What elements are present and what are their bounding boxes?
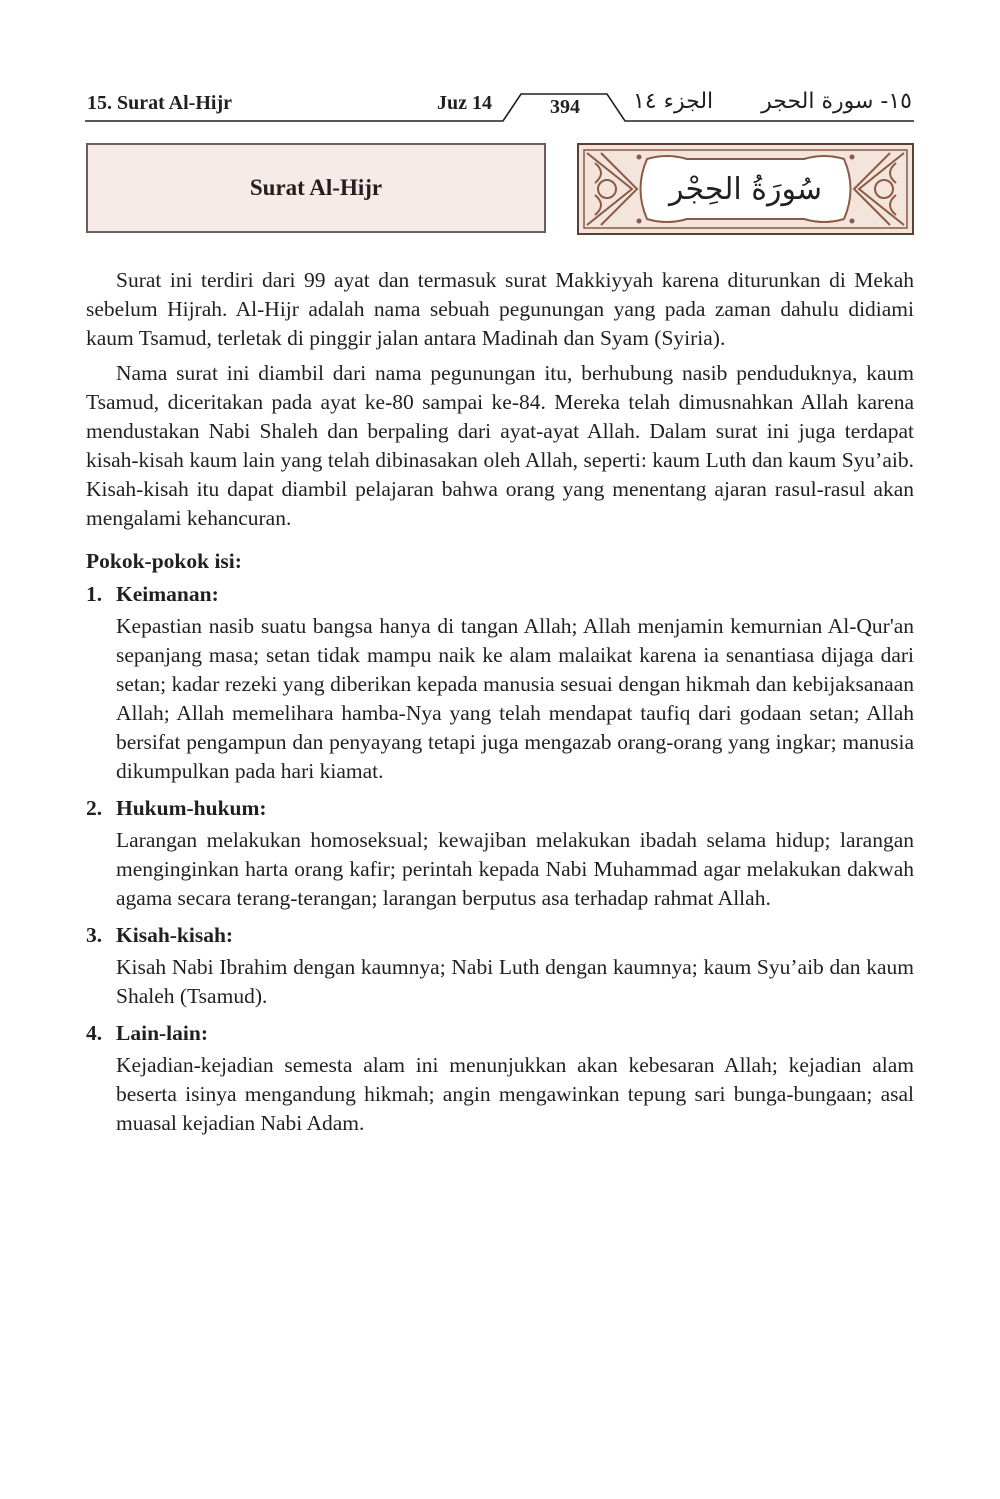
item-text: Kisah Nabi Ibrahim dengan kaumnya; Nabi Luth dengan kaumnya; kaum Syu’aib dan kaum Shaleh (Tsamud). [116, 955, 914, 1008]
surah-title-box [86, 143, 546, 233]
intro-paragraph-1: Surat ini terdiri dari 99 ayat dan termasuk surat Makkiyyah karena diturunkan di Mekah sebelum Hijrah. Al-Hijr adalah nama sebuah pegunungan yang pada zaman dahulu didiami kaum Tsamud, terletak di pinggir jalan antara Madinah dan Syam (Syiria). [86, 268, 914, 350]
header-arabic-juz: الجزء ١٤ [633, 89, 714, 114]
intro-paragraph-2: Nama surat ini diambil dari nama pegunungan itu, berhubung nasib penduduknya, kaum Tsamud, diceritakan pada ayat ke-80 sampai ke-84. Mereka telah dimusnahkan Allah karena mendustakan Nabi Shaleh dan berpaling dari ayat-ayat Allah. Dalam surat ini juga terdapat kisah-kisah kaum lain yang telah dibinasakan oleh Allah, seperti: kaum Luth dan kaum Syu’aib. Kisah-kisah itu dapat diambil pelajaran bahwa orang yang menentang ajaran rasul-rasul akan mengalami kehancuran. [86, 361, 914, 530]
item-title: Kisah-kisah: [116, 923, 234, 947]
list-item [86, 794, 914, 913]
page-number: 394 [550, 96, 580, 118]
list-item [86, 1019, 914, 1138]
header-surah-title: 15. Surat Al-Hijr [87, 92, 232, 114]
header-juz-label: Juz 14 [437, 92, 492, 114]
item-title: Hukum-hukum: [116, 796, 267, 820]
item-title: Keimanan: [116, 582, 219, 606]
section-heading: Pokok-pokok isi: [86, 549, 242, 573]
arabic-surah-ornament [577, 143, 914, 235]
item-number: 2. [86, 796, 103, 820]
list-item [86, 921, 914, 1011]
arabic-surah-name: سُورَةُ الحِجْر [668, 171, 823, 207]
item-text: Kepastian nasib suatu bangsa hanya di tangan Allah; Allah menjamin kemurnian Al-Qur'an sepanjang masa; setan tidak mampu naik ke alam malaikat karena ia senantiasa dijaga dari setan; kadar rezeki yang diberikan kepada manusia sesuai dengan hikmah dan kebijaksanaan Allah; Allah memelihara hamba-Nya yang telah mendapat taufiq dari godaan setan; Allah bersifat pengampun dan penyayang tetapi juga mengazab orang-orang yang ingkar; manusia dikumpulkan pada hari kiamat. [116, 614, 914, 783]
page-body [86, 266, 914, 1146]
item-number: 1. [86, 582, 103, 606]
header-arabic-surah: ١٥- سورة الحجر [761, 89, 912, 114]
item-number: 3. [86, 923, 103, 947]
item-number: 4. [86, 1021, 103, 1045]
item-text: Larangan melakukan homoseksual; kewajiban melakukan ibadah selama hidup; larangan menginginkan harta orang kafir; perintah kepada Nabi Muhammad agar melakukan dakwah agama secara terang-terangan; larangan berputus asa terhadap rahmat Allah. [116, 828, 914, 910]
surah-title: Surat Al-Hijr [249, 175, 383, 200]
page-header [85, 86, 914, 126]
list-item [86, 580, 914, 786]
item-title: Lain-lain: [116, 1021, 208, 1045]
item-text: Kejadian-kejadian semesta alam ini menunjukkan akan kebesaran Allah; kejadian alam beserta isinya mengandung hikmah; angin mengawinkan tepung sari bunga-bungaan; asal muasal kejadian Nabi Adam. [116, 1053, 914, 1135]
